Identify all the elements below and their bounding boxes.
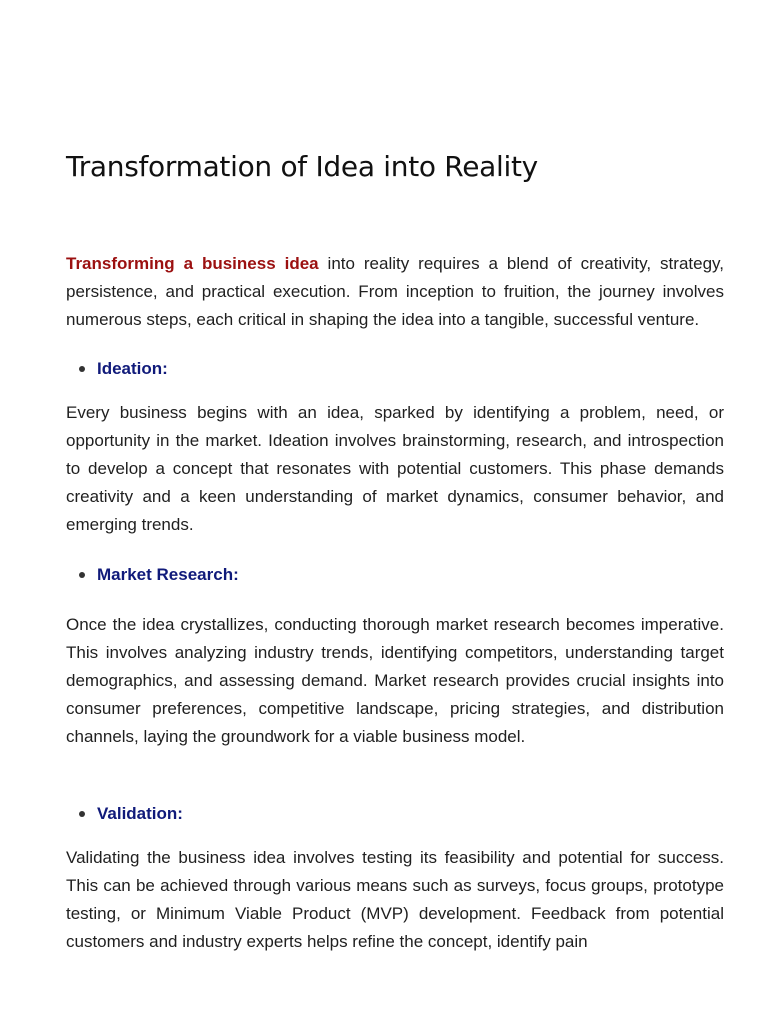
intro-body-text: into reality requires a blend of creativity, strategy, persistence, and practical execution. From inception to fruition, the journey involves numerous steps, each critical in shaping the idea into a tangible, successful venture. — [66, 254, 724, 329]
bullet-icon — [79, 366, 85, 372]
section-heading-validation — [66, 800, 183, 828]
section-heading-market-research — [66, 561, 239, 589]
section-body-validation: Validating the business idea involves testing its feasibility and potential for success. This can be achieved through various means such as surveys, focus groups, prototype testing, or Minimum Viable Product (MVP) development. Feedback from potential customers and industry experts helps refine the concept, identify pain — [66, 848, 724, 951]
section-heading-label: Ideation: — [97, 359, 168, 378]
intro-paragraph — [66, 250, 724, 334]
intro-lead-text: Transforming a business idea — [66, 254, 319, 273]
bullet-icon — [79, 811, 85, 817]
section-body-market-research: Once the idea crystallizes, conducting thorough market research becomes imperative. This involves analyzing industry trends, identifying competitors, understanding target demographics, and assessing demand. Market research provides crucial insights into consumer preferences, competitive landscape, pricing strategies, and distribution channels, laying the groundwork for a viable business model. — [66, 615, 724, 746]
section-heading-label: Market Research: — [97, 565, 239, 584]
bullet-icon — [79, 572, 85, 578]
page-title: Transformation of Idea into Reality — [66, 150, 538, 183]
section-heading-label: Validation: — [97, 804, 183, 823]
section-heading-ideation — [66, 355, 168, 383]
section-body-ideation: Every business begins with an idea, sparked by identifying a problem, need, or opportunity in the market. Ideation involves brainstorming, research, and introspection to develop a concept that resonates with potential customers. This phase demands creativity and a keen understanding of market dynamics, consumer behavior, and emerging trends. — [66, 403, 724, 534]
